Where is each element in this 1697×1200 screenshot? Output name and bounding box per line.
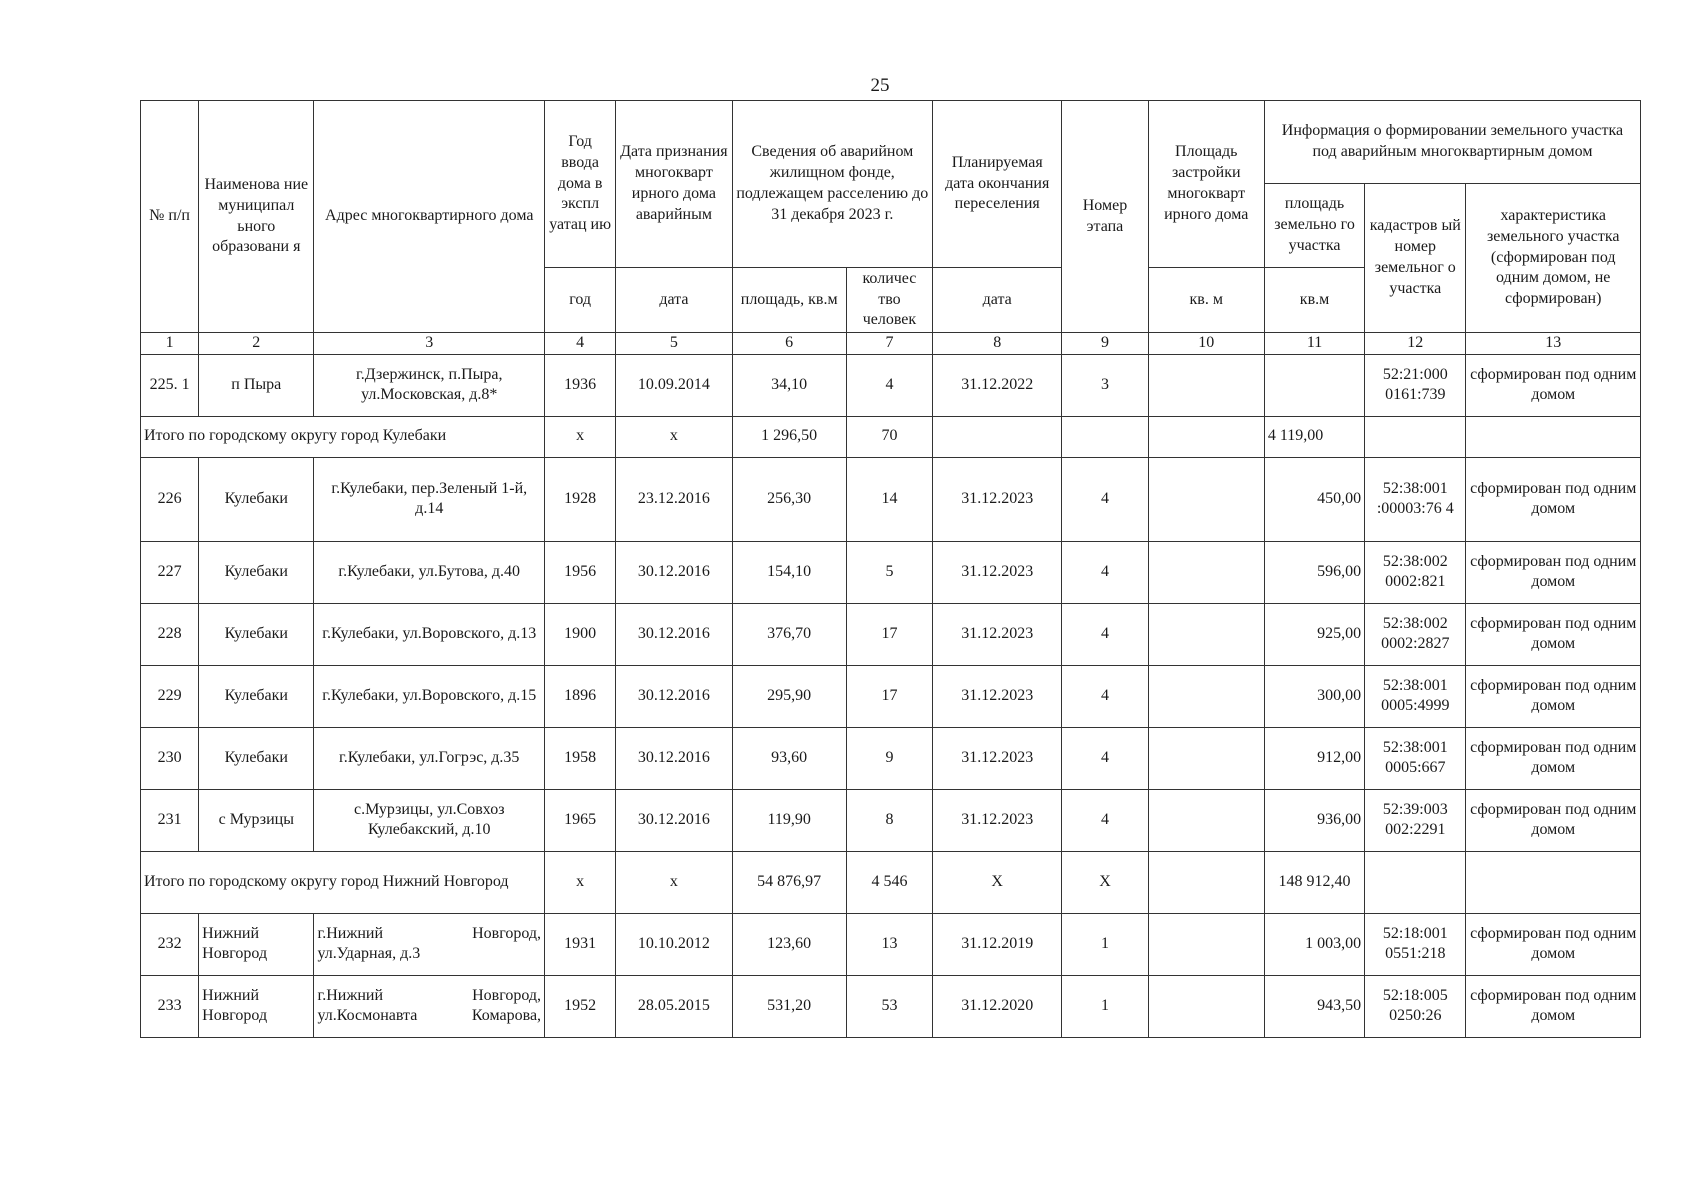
header-land-area: площадь земельно го участка: [1264, 184, 1364, 268]
total-plan: [933, 416, 1062, 457]
people: 13: [846, 913, 932, 975]
stage: 1: [1062, 975, 1148, 1037]
land-characteristic: сформирован под одним домом: [1466, 913, 1641, 975]
header-planned-date: Планируемая дата окончания переселения: [933, 101, 1062, 268]
header-build-area: Площадь застройки многокварт ирного дома: [1148, 101, 1264, 268]
stage: 4: [1062, 457, 1148, 541]
build-area: [1148, 913, 1264, 975]
planned-date: 31.12.2023: [933, 457, 1062, 541]
col-number: 2: [199, 333, 314, 355]
row-number: 231: [141, 789, 199, 851]
total-row-nizhny-novgorod: [141, 851, 1641, 913]
recognition-date: 30.12.2016: [616, 603, 732, 665]
cadastre-number: 52:18:005 0250:26: [1365, 975, 1466, 1037]
total-area: 54 876,97: [732, 851, 846, 913]
area: 531,20: [732, 975, 846, 1037]
total-people: 70: [846, 416, 932, 457]
header-row-1: [141, 101, 1641, 184]
municipality: Кулебаки: [199, 541, 314, 603]
cadastre-number: 52:38:001 :00003:76 4: [1365, 457, 1466, 541]
land-area: 450,00: [1264, 457, 1364, 541]
stage: 3: [1062, 354, 1148, 416]
people: 53: [846, 975, 932, 1037]
total-char: [1466, 416, 1641, 457]
people: 9: [846, 727, 932, 789]
stage: 4: [1062, 727, 1148, 789]
table-row: [141, 665, 1641, 727]
municipality: Нижний Новгород: [199, 913, 314, 975]
page-number: 25: [870, 75, 890, 96]
total-land: 148 912,40: [1264, 851, 1364, 913]
recognition-date: 10.10.2012: [616, 913, 732, 975]
unit-year: год: [545, 268, 616, 333]
planned-date: 31.12.2023: [933, 541, 1062, 603]
people: 14: [846, 457, 932, 541]
address-line-1: г.Нижний Новгород,: [317, 986, 542, 1004]
col-number: 10: [1148, 333, 1264, 355]
planned-date: 31.12.2019: [933, 913, 1062, 975]
row-number: 232: [141, 913, 199, 975]
recognition-date: 30.12.2016: [616, 727, 732, 789]
land-characteristic: сформирован под одним домом: [1466, 354, 1641, 416]
total-land: 4 119,00: [1264, 416, 1364, 457]
header-address: Адрес многоквартирного дома: [314, 101, 545, 333]
municipality: Кулебаки: [199, 457, 314, 541]
land-area: 943,50: [1264, 975, 1364, 1037]
land-characteristic: сформирован под одним домом: [1466, 975, 1641, 1037]
total-date: x: [616, 416, 732, 457]
total-date: x: [616, 851, 732, 913]
land-characteristic: сформирован под одним домом: [1466, 789, 1641, 851]
build-area: [1148, 789, 1264, 851]
recognition-date: 30.12.2016: [616, 665, 732, 727]
land-area: 936,00: [1264, 789, 1364, 851]
build-area: [1148, 457, 1264, 541]
col-number: 9: [1062, 333, 1148, 355]
row-number: 228: [141, 603, 199, 665]
table-row: [141, 975, 1641, 1037]
total-label: Итого по городскому округу город Нижний Новгород: [141, 851, 545, 913]
address: г.Кулебаки, пер.Зеленый 1-й, д.14: [314, 457, 545, 541]
total-stage: [1062, 416, 1148, 457]
build-area: [1148, 541, 1264, 603]
stage: 4: [1062, 541, 1148, 603]
address: г.Кулебаки, ул.Воровского, д.13: [314, 603, 545, 665]
total-cadastre: [1365, 416, 1466, 457]
stage: 4: [1062, 789, 1148, 851]
municipality: с Мурзицы: [199, 789, 314, 851]
address: с.Мурзицы, ул.Совхоз Кулебакский, д.10: [314, 789, 545, 851]
col-number: 5: [616, 333, 732, 355]
land-area: 596,00: [1264, 541, 1364, 603]
row-number: 226: [141, 457, 199, 541]
land-area: 1 003,00: [1264, 913, 1364, 975]
total-year: x: [545, 851, 616, 913]
people: 8: [846, 789, 932, 851]
recognition-date: 30.12.2016: [616, 541, 732, 603]
land-characteristic: сформирован под одним домом: [1466, 541, 1641, 603]
land-area: [1264, 354, 1364, 416]
year: 1958: [545, 727, 616, 789]
address: [314, 975, 545, 1037]
year: 1952: [545, 975, 616, 1037]
municipality: п Пыра: [199, 354, 314, 416]
year: 1896: [545, 665, 616, 727]
total-people: 4 546: [846, 851, 932, 913]
recognition-date: 30.12.2016: [616, 789, 732, 851]
year: 1956: [545, 541, 616, 603]
land-characteristic: сформирован под одним домом: [1466, 665, 1641, 727]
row-number: 227: [141, 541, 199, 603]
header-recognition-date: Дата признания многокварт ирного дома аварийным: [616, 101, 732, 268]
table-row: [141, 354, 1641, 416]
build-area: [1148, 665, 1264, 727]
col-number: 4: [545, 333, 616, 355]
year: 1931: [545, 913, 616, 975]
col-number: 7: [846, 333, 932, 355]
address-line-2: ул.Ударная, д.3: [317, 945, 421, 963]
land-area: 925,00: [1264, 603, 1364, 665]
unit-date: дата: [616, 268, 732, 333]
land-area: 300,00: [1264, 665, 1364, 727]
cadastre-number: 52:38:002 0002:821: [1365, 541, 1466, 603]
row-number: 233: [141, 975, 199, 1037]
address: г.Кулебаки, ул.Воровского, д.15: [314, 665, 545, 727]
address: г.Дзержинск, п.Пыра, ул.Московская, д.8*: [314, 354, 545, 416]
total-char: [1466, 851, 1641, 913]
total-cadastre: [1365, 851, 1466, 913]
stage: 4: [1062, 603, 1148, 665]
year: 1936: [545, 354, 616, 416]
total-year: x: [545, 416, 616, 457]
build-area: [1148, 975, 1264, 1037]
people: 17: [846, 665, 932, 727]
area: 154,10: [732, 541, 846, 603]
row-number: 225. 1: [141, 354, 199, 416]
year: 1900: [545, 603, 616, 665]
header-land-info: Информация о формировании земельного участка под аварийным многоквартирным домом: [1264, 101, 1640, 184]
people: 4: [846, 354, 932, 416]
land-characteristic: сформирован под одним домом: [1466, 727, 1641, 789]
address-line-1: г.Нижний Новгород,: [317, 924, 542, 942]
land-characteristic: сформирован под одним домом: [1466, 603, 1641, 665]
address: [314, 913, 545, 975]
header-num: № п/п: [141, 101, 199, 333]
build-area: [1148, 727, 1264, 789]
address-line-2: ул.Космонавта Комарова,: [317, 1007, 542, 1025]
stage: 1: [1062, 913, 1148, 975]
cadastre-number: 52:39:003 002:2291: [1365, 789, 1466, 851]
municipality: Кулебаки: [199, 665, 314, 727]
row-number: 230: [141, 727, 199, 789]
header-municipality: Наименова ние муниципал ьного образовани я: [199, 101, 314, 333]
area: 119,90: [732, 789, 846, 851]
area: 93,60: [732, 727, 846, 789]
planned-date: 31.12.2022: [933, 354, 1062, 416]
table-row: [141, 789, 1641, 851]
header-cadastre: кадастров ый номер земельног о участка: [1365, 184, 1466, 333]
row-number: 229: [141, 665, 199, 727]
municipality: Нижний Новгород: [199, 975, 314, 1037]
header-land-characteristic: характеристика земельного участка (сформирован под одним домом, не сформирован): [1466, 184, 1641, 333]
land-characteristic: сформирован под одним домом: [1466, 457, 1641, 541]
column-numbers-row: [141, 333, 1641, 355]
total-plan: X: [933, 851, 1062, 913]
recognition-date: 23.12.2016: [616, 457, 732, 541]
table-row: [141, 603, 1641, 665]
total-row-kulebaki: [141, 416, 1641, 457]
cadastre-number: 52:18:001 0551:218: [1365, 913, 1466, 975]
area: 256,30: [732, 457, 846, 541]
header-year: Год ввода дома в экспл уатац ию: [545, 101, 616, 268]
total-build: [1148, 416, 1264, 457]
table-row: [141, 727, 1641, 789]
municipality: Кулебаки: [199, 603, 314, 665]
planned-date: 31.12.2023: [933, 727, 1062, 789]
col-number: 13: [1466, 333, 1641, 355]
cadastre-number: 52:38:002 0002:2827: [1365, 603, 1466, 665]
planned-date: 31.12.2023: [933, 603, 1062, 665]
col-number: 11: [1264, 333, 1364, 355]
emergency-housing-table: [140, 100, 1641, 1038]
unit-build-area: кв. м: [1148, 268, 1264, 333]
total-label: Итого по городскому округу город Кулебаки: [141, 416, 545, 457]
unit-people: количес тво человек: [846, 268, 932, 333]
planned-date: 31.12.2023: [933, 789, 1062, 851]
address: г.Кулебаки, ул.Гогрэс, д.35: [314, 727, 545, 789]
col-number: 3: [314, 333, 545, 355]
cadastre-number: 52:38:001 0005:667: [1365, 727, 1466, 789]
col-number: 6: [732, 333, 846, 355]
table-row: [141, 913, 1641, 975]
recognition-date: 28.05.2015: [616, 975, 732, 1037]
col-number: 1: [141, 333, 199, 355]
total-stage: X: [1062, 851, 1148, 913]
address: г.Кулебаки, ул.Бутова, д.40: [314, 541, 545, 603]
municipality: Кулебаки: [199, 727, 314, 789]
year: 1928: [545, 457, 616, 541]
land-area: 912,00: [1264, 727, 1364, 789]
col-number: 12: [1365, 333, 1466, 355]
unit-plan-date: дата: [933, 268, 1062, 333]
build-area: [1148, 354, 1264, 416]
year: 1965: [545, 789, 616, 851]
area: 295,90: [732, 665, 846, 727]
planned-date: 31.12.2023: [933, 665, 1062, 727]
table-row: [141, 457, 1641, 541]
unit-area: площадь, кв.м: [732, 268, 846, 333]
unit-land-area: кв.м: [1264, 268, 1364, 333]
build-area: [1148, 603, 1264, 665]
total-build: [1148, 851, 1264, 913]
people: 17: [846, 603, 932, 665]
cadastre-number: 52:21:000 0161:739: [1365, 354, 1466, 416]
area: 34,10: [732, 354, 846, 416]
total-area: 1 296,50: [732, 416, 846, 457]
area: 123,60: [732, 913, 846, 975]
table-row: [141, 541, 1641, 603]
recognition-date: 10.09.2014: [616, 354, 732, 416]
col-number: 8: [933, 333, 1062, 355]
header-housing-info: Сведения об аварийном жилищном фонде, подлежащем расселению до 31 декабря 2023 г.: [732, 101, 933, 268]
area: 376,70: [732, 603, 846, 665]
planned-date: 31.12.2020: [933, 975, 1062, 1037]
cadastre-number: 52:38:001 0005:4999: [1365, 665, 1466, 727]
people: 5: [846, 541, 932, 603]
header-stage: Номер этапа: [1062, 101, 1148, 333]
stage: 4: [1062, 665, 1148, 727]
